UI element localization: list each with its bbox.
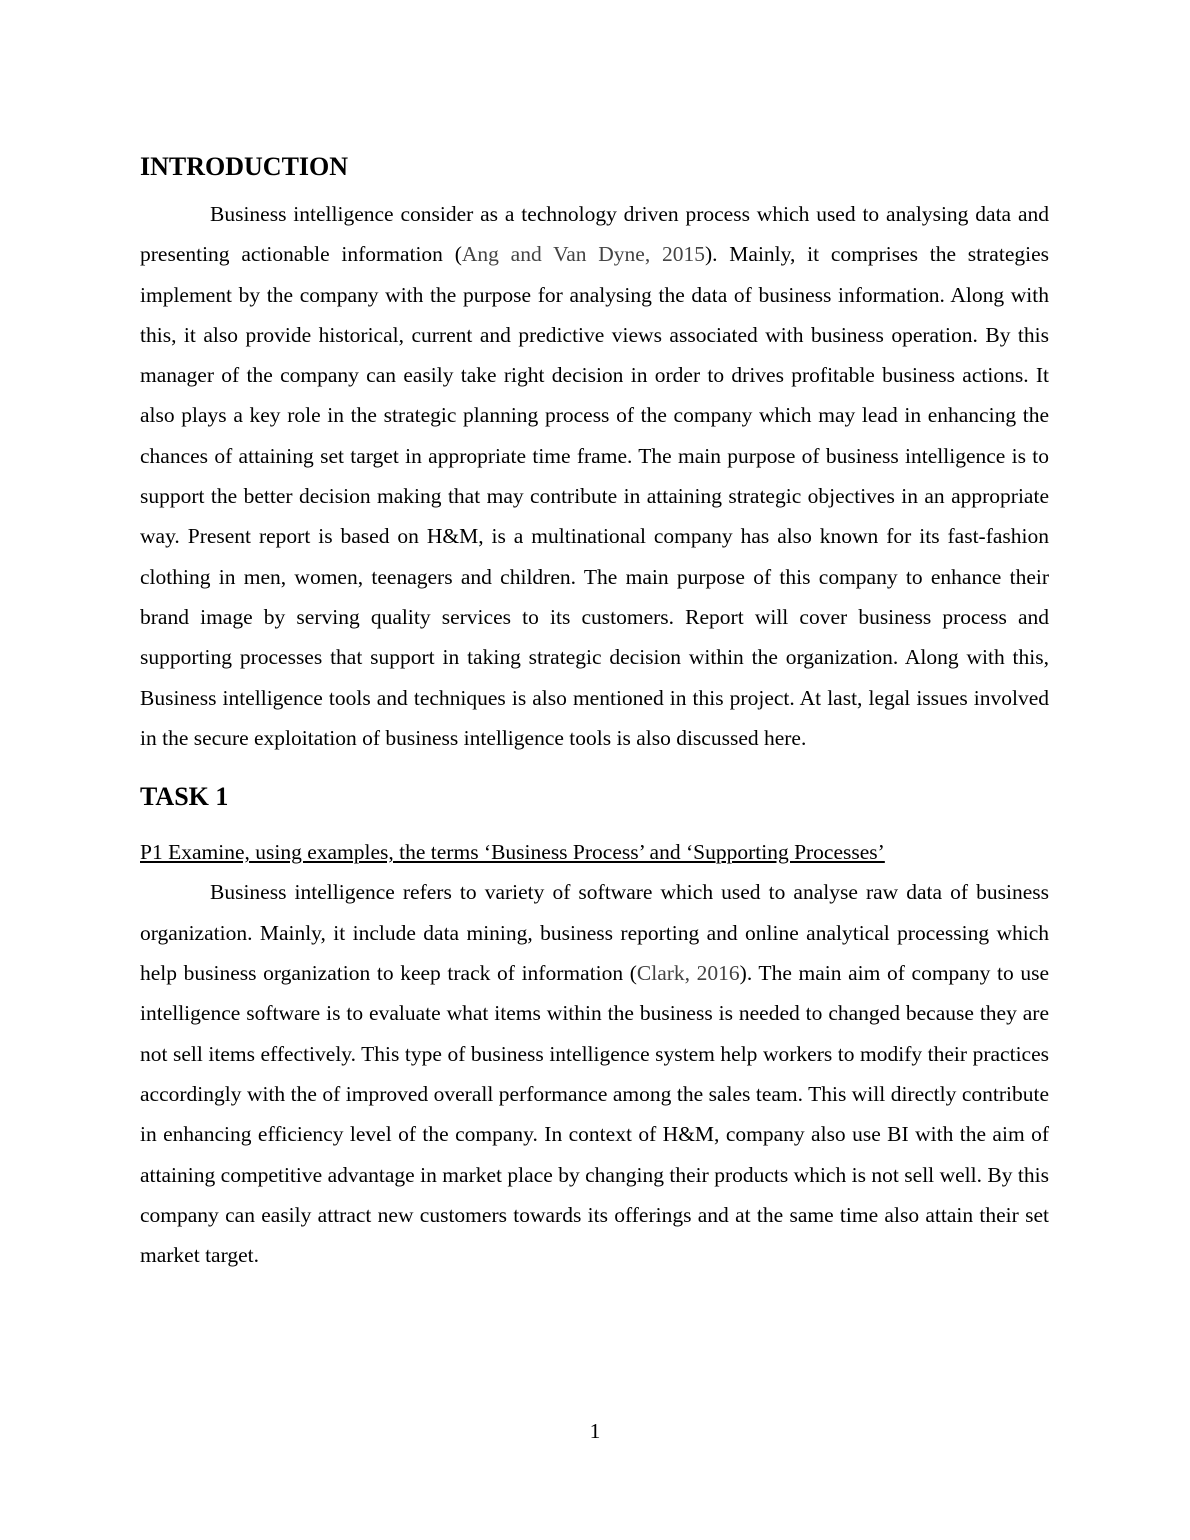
task1-text-start: Business intelligence refers to variety of software which used to analyse raw data of business organization. Mainly, it include data mining, business reporting and online analytical processing which help business organization to keep track of information ( bbox=[140, 880, 1049, 986]
task1-text-end: ). The main aim of company to use intelligence software is to evaluate what items within the business is needed to changed because they are not sell items effectively. This type of business intelligence system help workers to modify their practices accordingly with the of improved overall performance among the sales team. This will directly contribute in enhancing efficiency level of the company. In context of H&M, company also use BI with the aim of attaining competitive advantage in market place by changing their products which is not sell well. By this company can easily attract new customers towards its offerings and at the same time also attain their set market target. bbox=[140, 961, 1049, 1268]
task1-heading: TASK 1 bbox=[140, 782, 229, 812]
introduction-paragraph bbox=[140, 194, 1049, 758]
introduction-text-start: Business intelligence consider as a technology driven process which used to analysing data and presenting actionable information ( bbox=[140, 202, 1049, 267]
task1-subheading: P1 Examine, using examples, the terms ‘Business Process’ and ‘Supporting Processes’ bbox=[140, 840, 885, 865]
introduction-citation: Ang and Van Dyne, 2015 bbox=[461, 242, 705, 267]
task1-citation: Clark, 2016 bbox=[636, 961, 740, 986]
page-number: 1 bbox=[589, 1419, 601, 1443]
page-content bbox=[140, 150, 1049, 1275]
introduction-text-end: ). Mainly, it comprises the strategies implement by the company with the purpose for analysing the data of business information. Along with this, it also provide historical, current and predictive views associated with business operation. By this manager of the company can easily take right decision in order to drives profitable business actions. It also plays a key role in the strategic planning process of the company which may lead in enhancing the chances of attaining set target in appropriate time frame. The main purpose of business intelligence is to support the better decision making that may contribute in attaining strategic objectives in an appropriate way. Present report is based on H&M, is a multinational company has also known for its fast-fashion clothing in men, women, teenagers and children. The main purpose of this company to enhance their brand image by serving quality services to its customers. Report will cover business process and supporting processes that support in taking strategic decision within the organization. Along with this, Business intelligence tools and techniques is also mentioned in this project. At last, legal issues involved in the secure exploitation of business intelligence tools is also discussed here. bbox=[140, 242, 1049, 750]
task1-paragraph bbox=[140, 872, 1049, 1275]
introduction-heading: INTRODUCTION bbox=[140, 152, 349, 181]
